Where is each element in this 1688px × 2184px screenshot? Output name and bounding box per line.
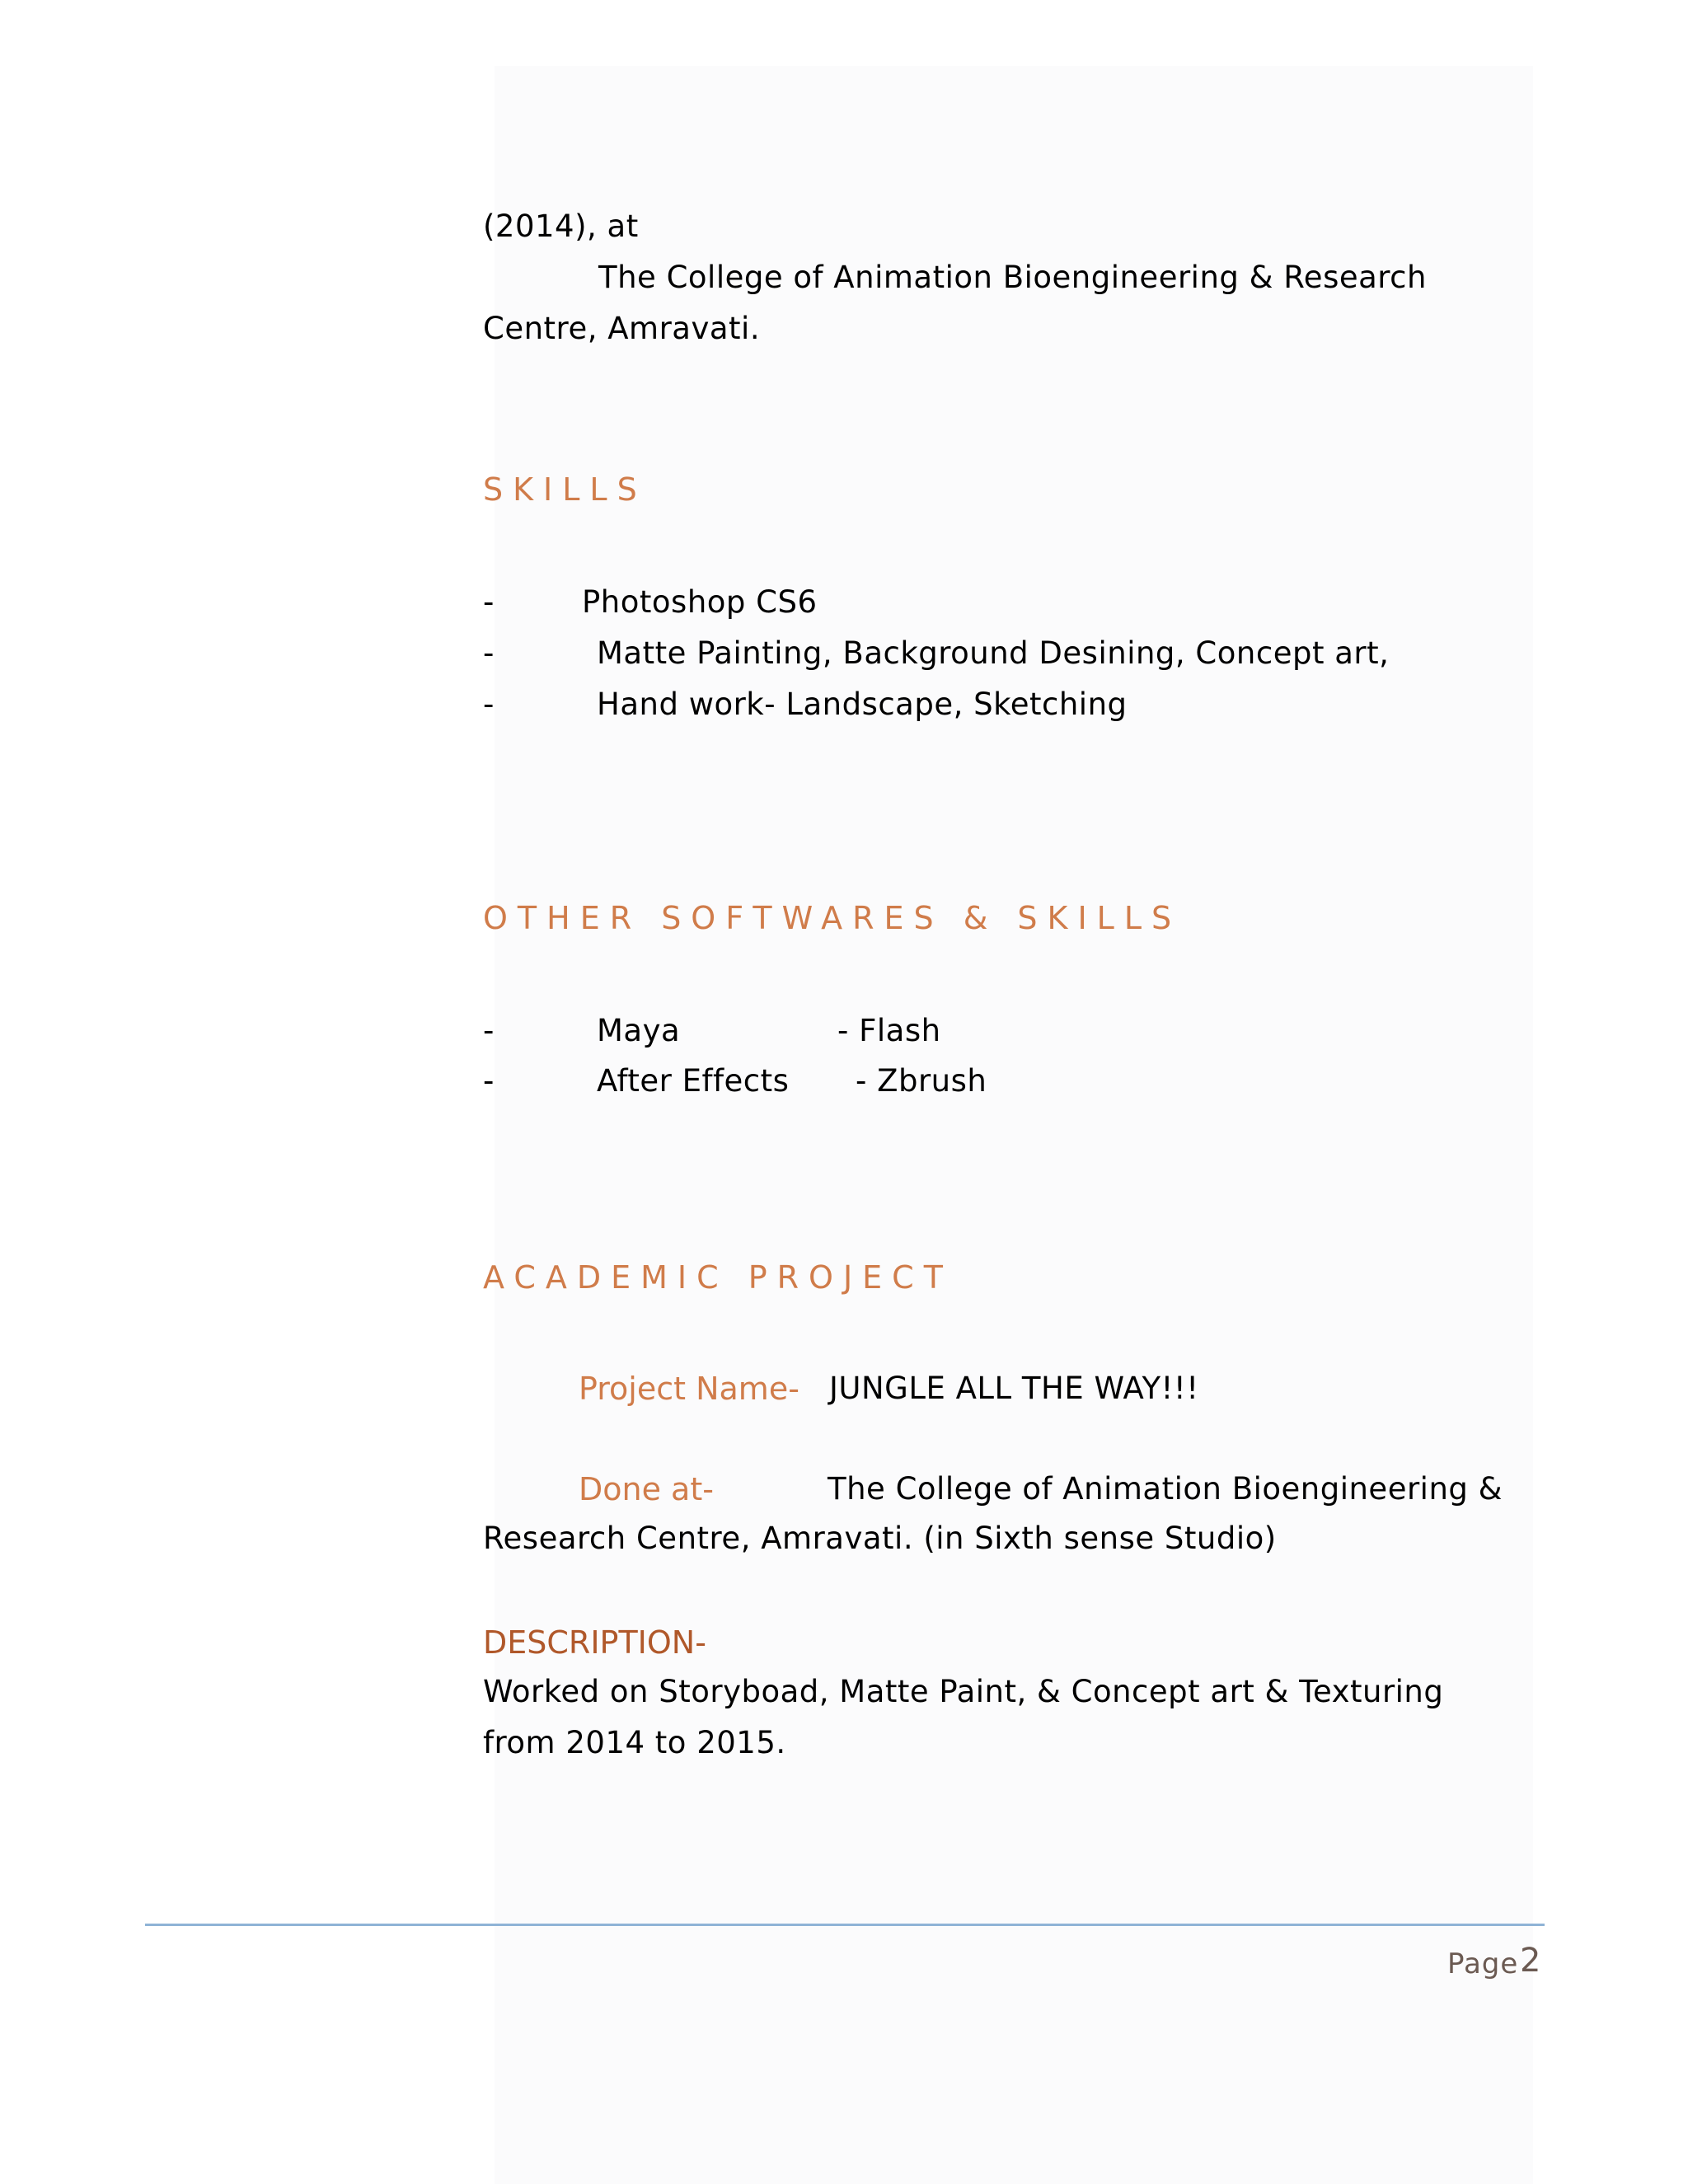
done-at-value-line-1: The College of Animation Bioengineering &	[828, 1471, 1503, 1507]
skills-item-2-dash: -	[483, 635, 495, 671]
intro-line-2: The College of Animation Bioengineering & Research	[598, 260, 1427, 295]
skills-item-3: Hand work- Landscape, Sketching	[597, 687, 1128, 722]
done-at-label: Done at-	[579, 1471, 714, 1507]
other-row-1-left: Maya	[597, 1013, 681, 1048]
skills-item-1: Photoshop CS6	[582, 584, 818, 620]
other-heading: OTHER SOFTWARES & SKILLS	[483, 900, 1182, 936]
description-label: DESCRIPTION-	[483, 1624, 706, 1661]
other-row-1-right: - Flash	[837, 1013, 941, 1048]
skills-heading: SKILLS	[483, 471, 647, 508]
other-row-2-right: - Zbrush	[856, 1063, 987, 1099]
academic-heading: ACADEMIC PROJECT	[483, 1259, 953, 1296]
page-shade	[495, 66, 1533, 2184]
intro-line-1: (2014), at	[483, 209, 639, 244]
other-row-2-left: After Effects	[597, 1063, 790, 1099]
footer-page-label: Page	[1447, 1947, 1519, 1980]
footer-rule	[145, 1924, 1545, 1926]
skills-item-1-dash: -	[483, 584, 495, 620]
description-line-2: from 2014 to 2015.	[483, 1725, 786, 1760]
intro-line-3: Centre, Amravati.	[483, 311, 761, 346]
other-row-2-dash: -	[483, 1063, 495, 1099]
other-row-1-dash: -	[483, 1013, 495, 1048]
footer-page-number: 2	[1520, 1942, 1541, 1980]
skills-item-2: Matte Painting, Background Desining, Concept art,	[597, 635, 1390, 671]
description-line-1: Worked on Storyboad, Matte Paint, & Concept art & Texturing	[483, 1674, 1444, 1709]
project-name-label: Project Name-	[579, 1371, 799, 1407]
project-name-value: JUNGLE ALL THE WAY!!!	[829, 1371, 1199, 1406]
done-at-value-line-2: Research Centre, Amravati. (in Sixth sense Studio)	[483, 1521, 1277, 1556]
skills-item-3-dash: -	[483, 687, 495, 722]
